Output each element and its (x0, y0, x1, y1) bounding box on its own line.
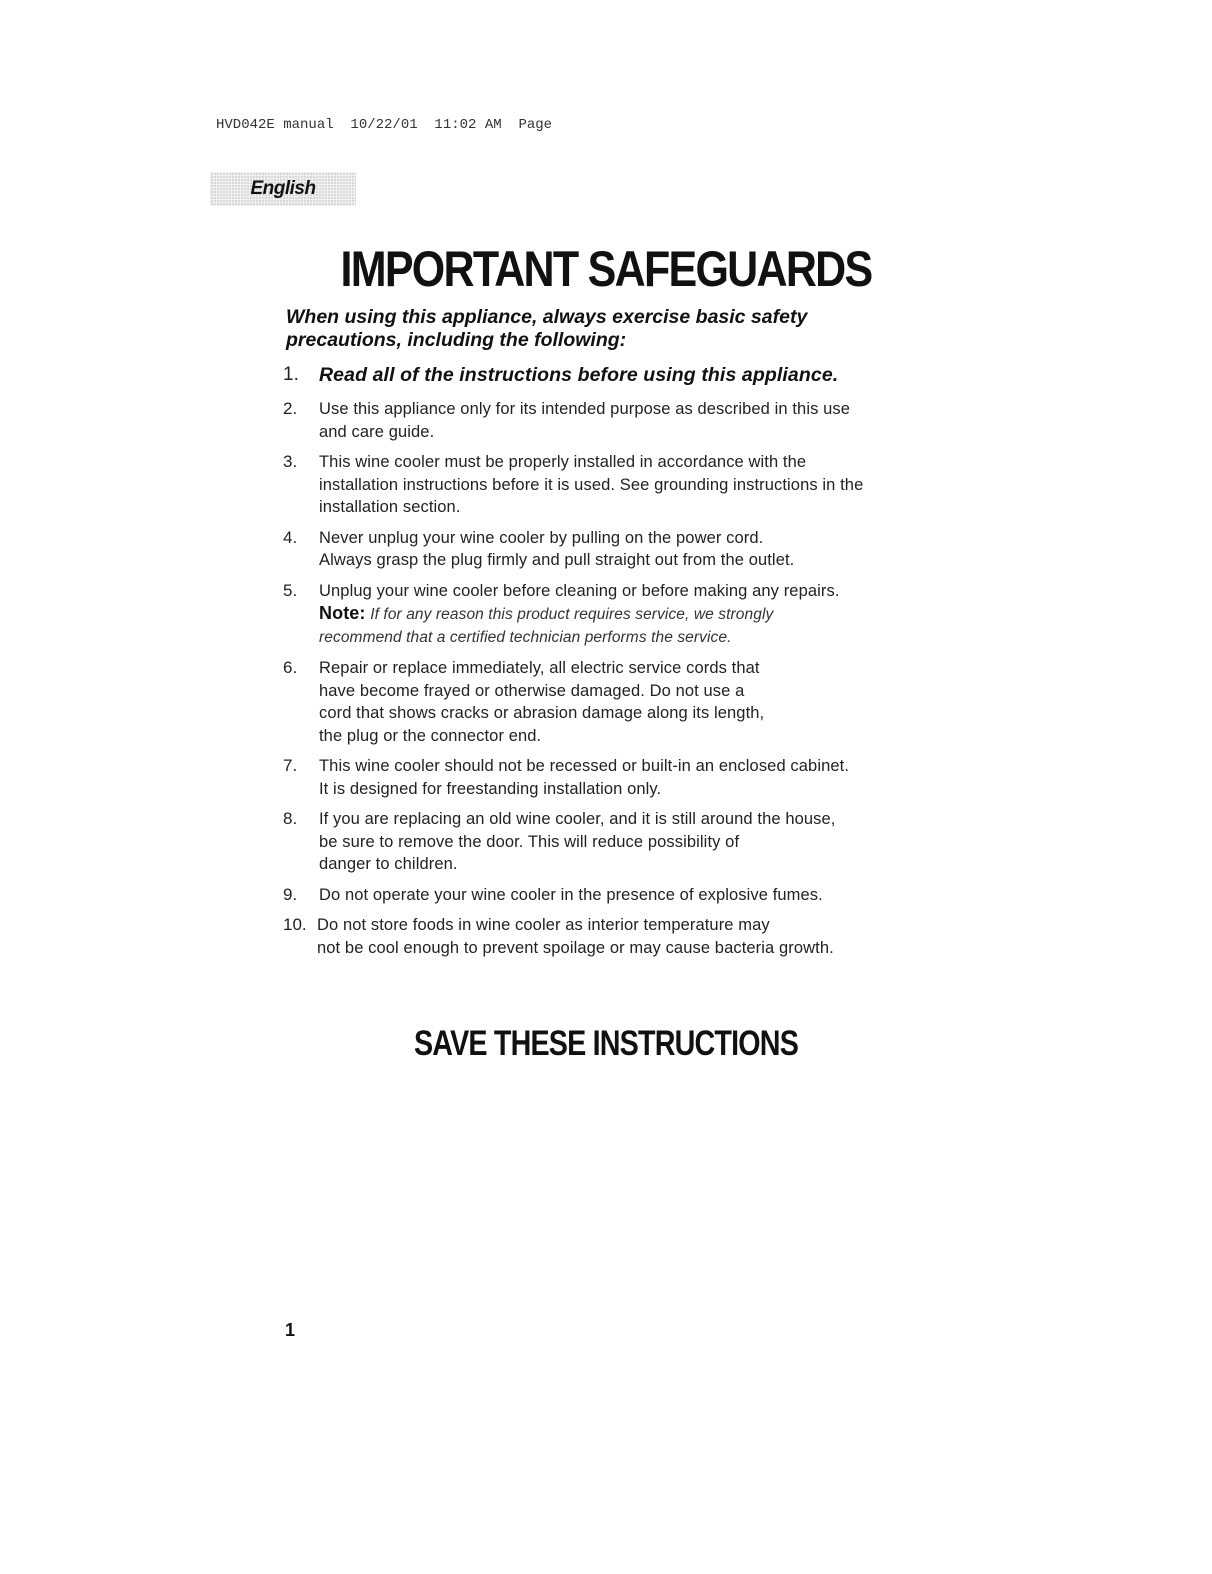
page-title: IMPORTANT SAFEGUARDS (340, 241, 872, 297)
list-item (283, 398, 943, 443)
item-line: cord that shows cracks or abrasion damage along its length, (319, 704, 765, 722)
note-label: Note: (319, 603, 366, 623)
item-text (319, 884, 943, 907)
print-header: HVD042E manual 10/22/01 11:02 AM Page (216, 117, 553, 133)
list-item (283, 884, 943, 907)
item-line: and care guide. (319, 422, 435, 441)
item-line: This wine cooler must be properly installed in accordance with the (319, 453, 807, 471)
item-text (319, 527, 943, 572)
list-item (283, 451, 943, 519)
item-number: 7. (283, 756, 298, 775)
list-item (283, 580, 943, 650)
language-tab (210, 172, 356, 206)
item-line: Never unplug your wine cooler by pulling on the power cord. (319, 528, 764, 547)
item-number: 5. (283, 580, 298, 600)
intro-statement (286, 306, 926, 352)
list-item (283, 914, 943, 959)
list-item (283, 808, 943, 876)
item-line: the plug or the connector end. (319, 726, 542, 745)
item-text (319, 398, 943, 443)
language-tab-label: English (250, 178, 316, 199)
item-number: 8. (283, 809, 298, 828)
item-number: 2. (283, 399, 298, 418)
note-line (319, 602, 943, 627)
safeguards-list (283, 362, 943, 967)
save-instructions-heading: SAVE THESE INSTRUCTIONS (413, 1024, 799, 1063)
item-line: installation section. (319, 498, 461, 516)
item-number: 3. (283, 452, 298, 471)
item-line: not be cool enough to prevent spoilage or may cause bacteria growth. (317, 938, 834, 957)
item-line: Repair or replace immediately, all electric service cords that (319, 659, 760, 677)
note-text: If for any reason this product requires service, we strongly (370, 606, 774, 623)
item-line: Do not operate your wine cooler in the presence of explosive fumes. (319, 885, 823, 904)
item-line: have become frayed or otherwise damaged. Do not use a (319, 681, 745, 700)
item-line: If you are replacing an old wine cooler, and it is still around the house, (319, 810, 836, 828)
item-line: It is designed for freestanding installation only. (319, 779, 662, 798)
item-text (319, 580, 943, 650)
list-item (283, 362, 943, 388)
item-number: 1. (283, 364, 299, 385)
intro-line: When using this appliance, always exercise basic safety (286, 306, 808, 328)
item-line: danger to children. (319, 855, 458, 873)
list-item (283, 755, 943, 800)
item-text (319, 451, 943, 519)
intro-line: precautions, including the following: (286, 329, 627, 351)
list-item (283, 657, 943, 747)
item-line: Always grasp the plug firmly and pull straight out from the outlet. (319, 551, 795, 569)
item-text (319, 362, 943, 388)
item-line: Unplug your wine cooler before cleaning or before making any repairs. (319, 581, 840, 600)
item-line: Use this appliance only for its intended purpose as described in this use (319, 400, 851, 418)
item-text (317, 914, 943, 959)
list-item (283, 527, 943, 572)
item-number: 6. (283, 658, 298, 677)
item-line: This wine cooler should not be recessed or built-in an enclosed cabinet. (319, 757, 850, 775)
item-number: 10. (283, 915, 307, 934)
item-text (319, 808, 943, 876)
item-number: 4. (283, 527, 298, 547)
item-line: be sure to remove the door. This will reduce possibility of (319, 832, 740, 851)
item-text (319, 755, 943, 800)
note-text: recommend that a certified technician performs the service. (319, 628, 732, 646)
item-text (319, 657, 943, 747)
item-number: 9. (283, 884, 298, 904)
item-line: Do not store foods in wine cooler as interior temperature may (317, 916, 770, 934)
item-line: installation instructions before it is used. See grounding instructions in the (319, 475, 864, 494)
item-line: Read all of the instructions before using this appliance. (319, 364, 839, 386)
page-number: 1 (285, 1320, 296, 1340)
